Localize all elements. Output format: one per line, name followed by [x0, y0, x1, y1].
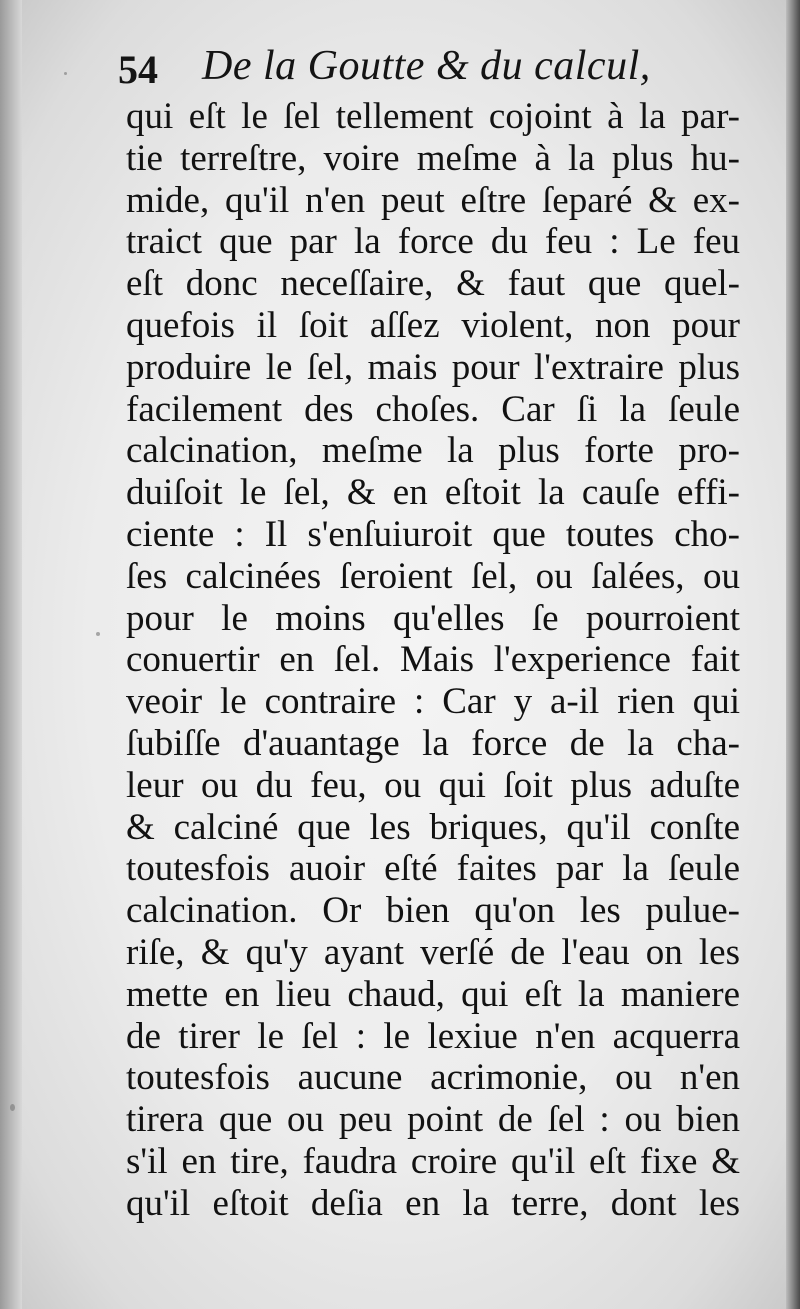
text-line: mide, qu'il n'en peut eſtre ſeparé & ex-: [126, 179, 740, 221]
text-line: toutesfois auoir eſté faites par la ſeule: [126, 848, 740, 890]
page-header: [118, 38, 678, 104]
text-line: veoir le contraire : Car y a-il rien qui: [126, 681, 740, 723]
text-line: mette en lieu chaud, qui eſt la maniere: [126, 973, 740, 1015]
text-line: tirera que ou peu point de ſel : ou bien: [126, 1099, 740, 1141]
text-line: s'il en tire, faudra croire qu'il eſt fixe &: [126, 1140, 740, 1182]
text-line: ciente : Il s'enſuiuroit que toutes cho-: [126, 513, 740, 555]
text-line: calcination. Or bien qu'on les pulue-: [126, 890, 740, 932]
paper-speck: [64, 72, 67, 75]
body-text: [126, 96, 740, 1225]
text-line: duiſoit le ſel, & en eſtoit la cauſe effi-: [126, 472, 740, 514]
running-head: De la Goutte & du calcul,: [202, 43, 651, 89]
text-line: de tirer le ſel : le lexiue n'en acquerra: [126, 1015, 740, 1057]
paper-speck: [10, 1104, 15, 1111]
page-gutter-shadow: [0, 0, 22, 1309]
text-line: tie terreſtre, voire meſme à la plus hu-: [126, 137, 740, 179]
paper-speck: [96, 632, 100, 636]
text-line: ſubiſſe d'auantage la force de la cha-: [126, 722, 740, 764]
page-number: 54: [118, 47, 158, 92]
text-line: facilement des choſes. Car ſi la ſeule: [126, 388, 740, 430]
text-line: calcination, meſme la plus forte pro-: [126, 430, 740, 472]
text-line: toutesfois aucune acrimonie, ou n'en: [126, 1057, 740, 1099]
text-line: quefois il ſoit aſſez violent, non pour: [126, 304, 740, 346]
text-line: produire le ſel, mais pour l'extraire plus: [126, 346, 740, 388]
text-line: & calciné que les briques, qu'il conſte: [126, 806, 740, 848]
text-line: qu'il eſtoit deſia en la terre, dont les: [126, 1182, 740, 1224]
text-line: riſe, & qu'y ayant verſé de l'eau on les: [126, 931, 740, 973]
text-line: pour le moins qu'elles ſe pourroient: [126, 597, 740, 639]
text-line: traict que par la force du feu : Le feu: [126, 221, 740, 263]
text-line: leur ou du feu, ou qui ſoit plus aduſte: [126, 764, 740, 806]
page-edge-shadow: [786, 0, 800, 1309]
text-line: ſes calcinées ſeroient ſel, ou ſalées, ou: [126, 555, 740, 597]
text-line: qui eſt le ſel tellement cojoint à la par-: [126, 96, 740, 137]
text-line: eſt donc neceſſaire, & faut que quel-: [126, 263, 740, 305]
text-line: conuertir en ſel. Mais l'experience fait: [126, 639, 740, 681]
